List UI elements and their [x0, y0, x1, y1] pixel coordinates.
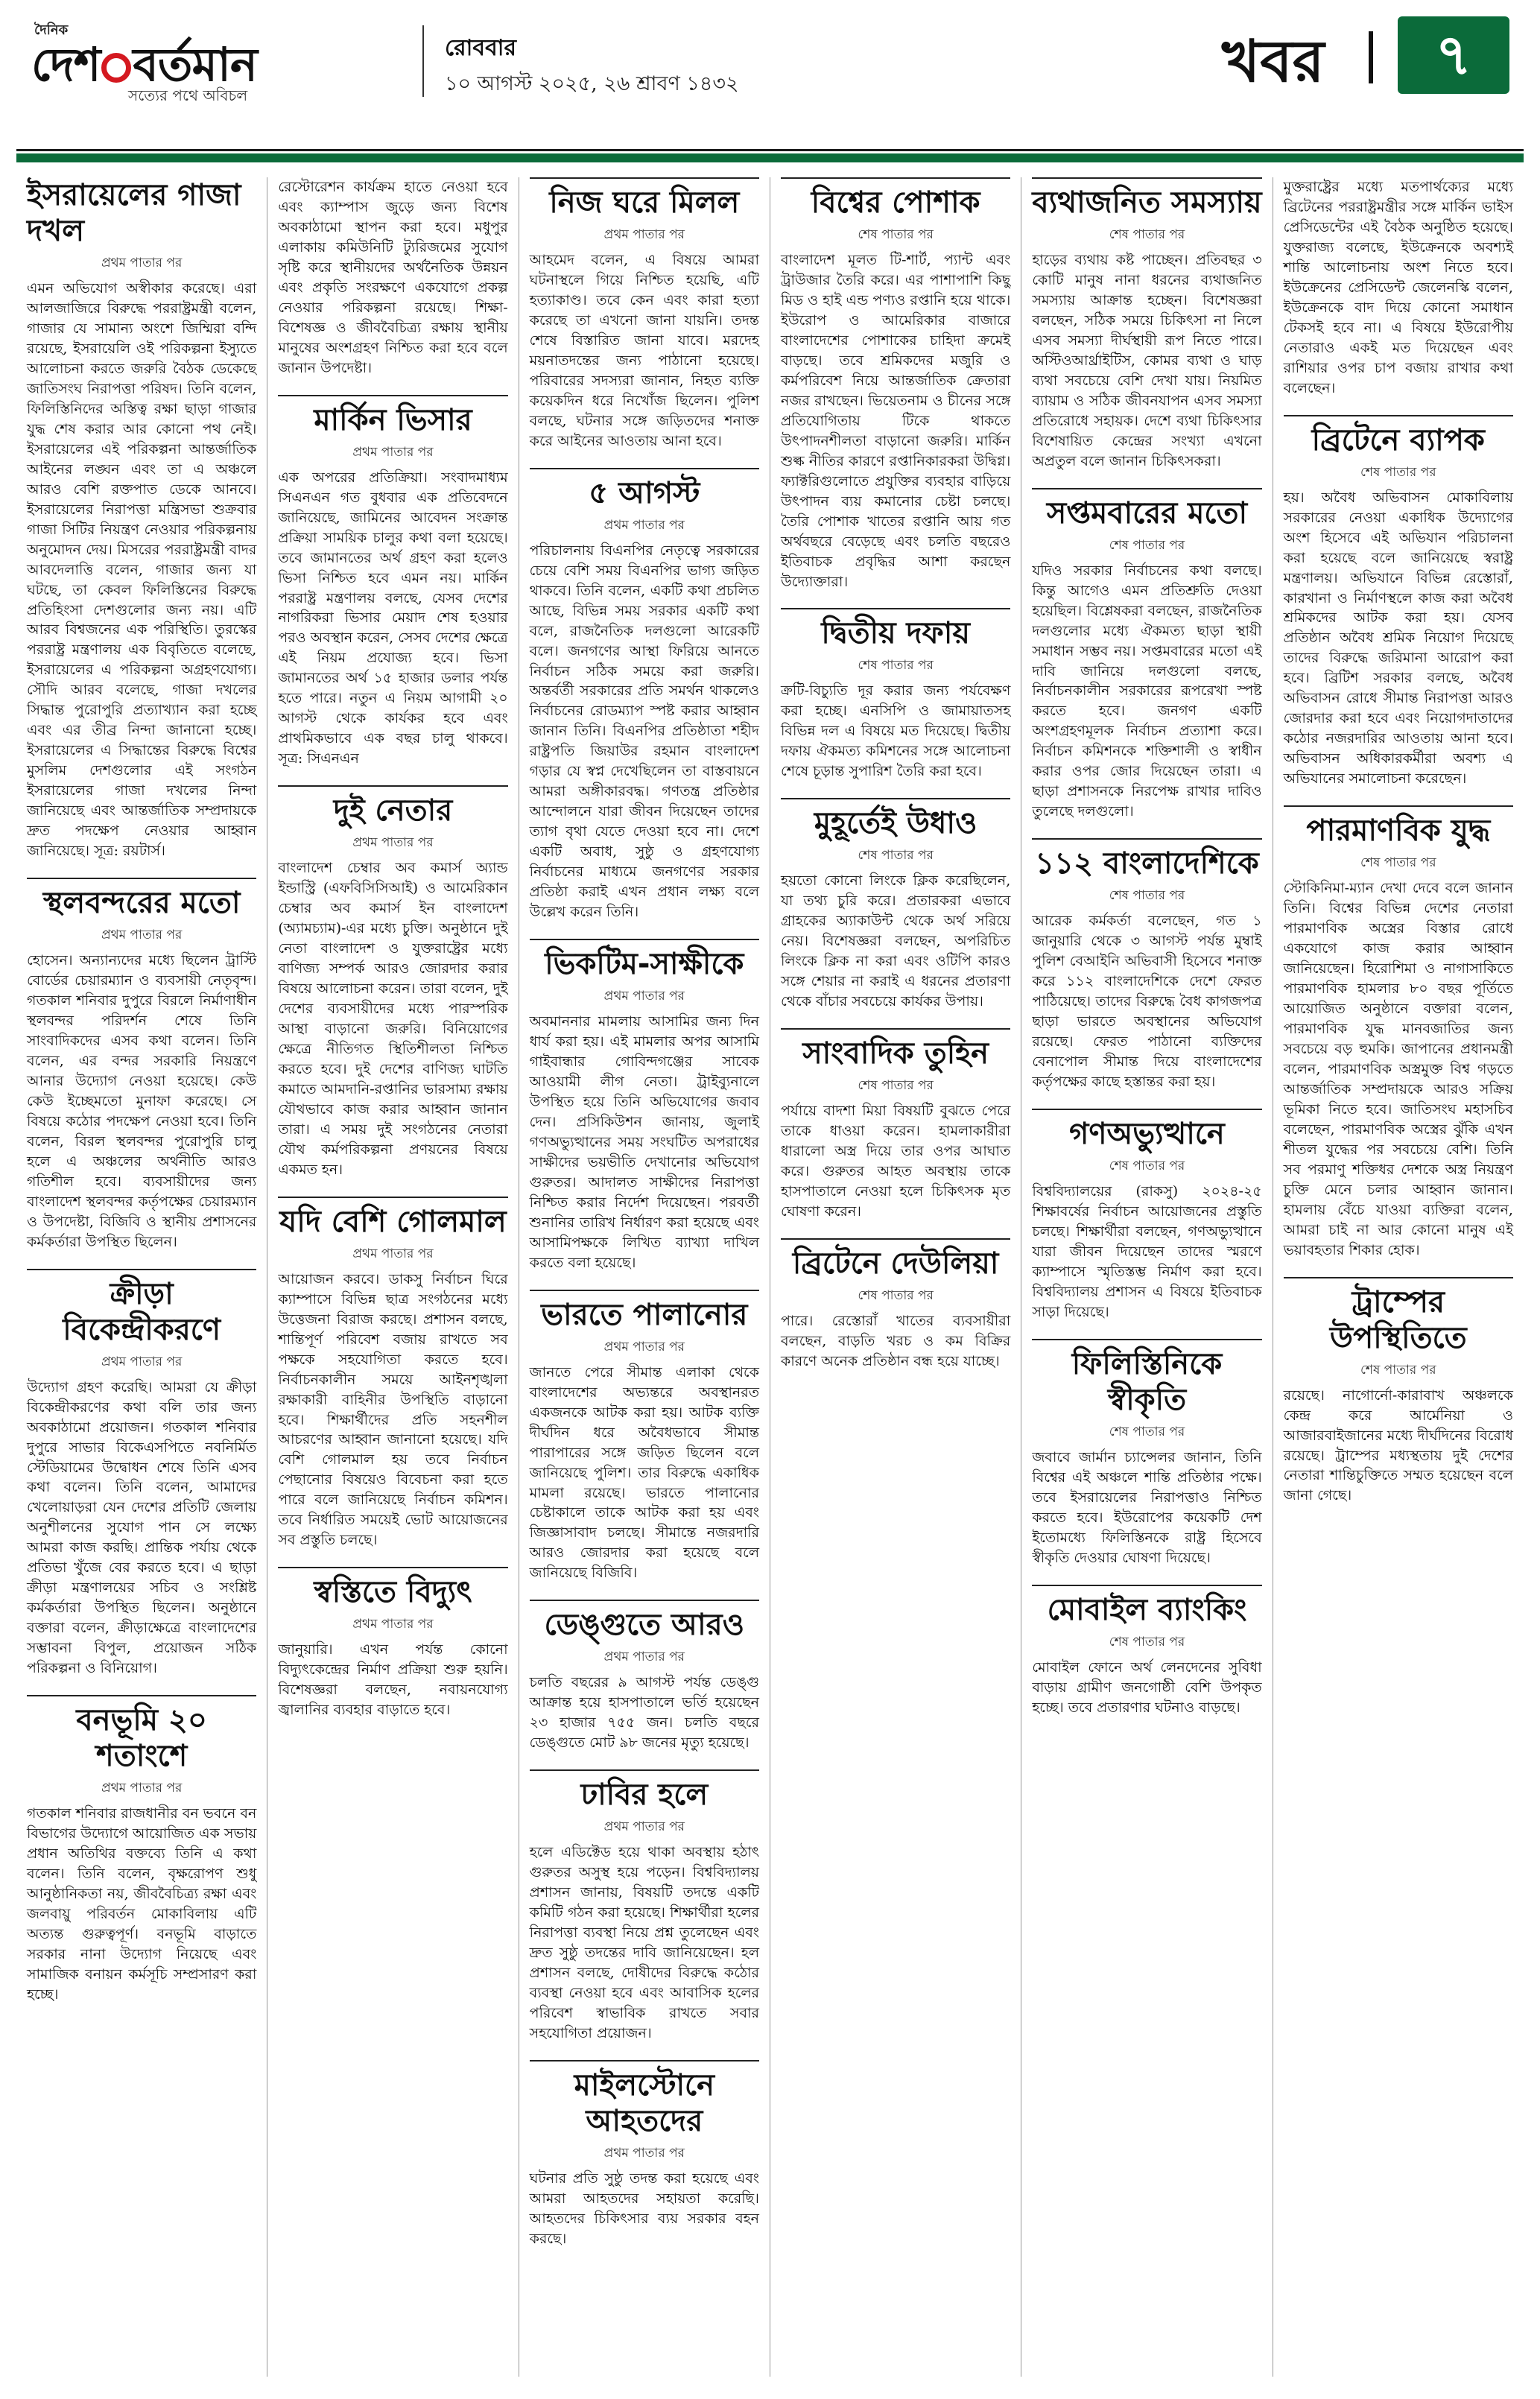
headline: মাইলস্টোনে আহতদের: [574, 2067, 714, 2138]
article-restoration: [278, 177, 507, 378]
headline: যদি বেশি গোলমাল: [279, 1204, 507, 1239]
article-body: রেস্টোরেশন কার্যক্রম হাতে নেওয়া হবে এবং ক্যাম্পাস জুড়ে জন্য বিশেষ অবকাঠামো স্থাপন করা হবে। মধুপুর এলাকায় কমিউনিটি ট্যুরিজমের সুযোগ সৃষ্টি করে স্থানীয়দের অর্থনৈতিক উন্নয়ন এবং প্রকৃতি সংরক্ষণে একযোগে প্রকল্প নেওয়ার পরিকল্পনা রয়েছে। শিক্ষা-বিশেষজ্ঞ ও জীববৈচিত্র্য রক্ষায় স্থানীয় মানুষের অংশগ্রহণ নিশ্চিত করা হবে বলে জানান উপদেষ্টা।: [278, 179, 508, 376]
continued-label: শেষ পাতার পর: [1109, 1424, 1185, 1439]
headline: মার্কিন ভিসার: [314, 402, 472, 437]
headline: স্বস্তিতে বিদ্যুৎ: [314, 1575, 472, 1610]
headline: নিজ ঘরে মিলল: [549, 186, 740, 220]
article-monthly-news: [1284, 177, 1513, 399]
continued-label: শেষ পাতার পর: [858, 658, 934, 674]
article-philistinike: [1032, 1339, 1261, 1568]
headline: দ্বিতীয় দফায়: [821, 616, 970, 651]
article-dui-netar: [278, 785, 507, 1180]
continued-label: প্রথম পাতার পর: [603, 1649, 685, 1665]
continued-label: প্রথম পাতার পর: [352, 1246, 434, 1261]
headline: বনভূমি ২০ শতাংশে: [76, 1703, 207, 1774]
continued-label: শেষ পাতার পর: [1109, 1634, 1185, 1649]
article-body: আরেক কর্মকর্তা বলেছেন, গত ১ জানুয়ারি থেকে ৩ আগস্ট পর্যন্ত মুম্বাই পুলিশ বেআইনি অভিবাসী হিসেবে শনাক্ত করে ১১২ বাংলাদেশিকে দেশে ফেরত পাঠিয়েছে। তাদের বিরুদ্ধে বৈধ কাগজপত্র ছাড়া ভারতে অবস্থানের অভিযোগ রয়েছে। ফেরত পাঠানো ব্যক্তিদের বেনাপোল সীমান্ত দিয়ে বাংলাদেশের কর্তৃপক্ষের কাছে হস্তান্তর করা হয়।: [1032, 913, 1262, 1090]
headline: ইসরায়েলের গাজা দখল: [27, 178, 241, 248]
green-rule: [16, 153, 1524, 162]
article-sthalbandar: [27, 878, 256, 1252]
column-5: [1021, 177, 1273, 2377]
article-britene-dewliya: [781, 1238, 1010, 1372]
headline: সাংবাদিক তুহিন: [802, 1036, 989, 1071]
article-milestone: [530, 2060, 759, 2249]
article-body: জানুয়ারি। এখন পর্যন্ত কোনো বিদ্যুৎকেন্দ্রের নির্মাণ প্রক্রিয়া শুরু হয়নি। বিশেষজ্ঞরা বলছেন, নবায়নযোগ্য জ্বালানির ব্যবহার বাড়াতে হবে।: [278, 1641, 508, 1719]
continued-label: প্রথম পাতার পর: [603, 2145, 685, 2161]
article-mobile-bank: [1032, 1585, 1261, 1718]
article-banabhumi: [27, 1695, 256, 2005]
newspaper-logo: [31, 19, 300, 104]
article-saptambar: [1032, 488, 1261, 823]
headline: বিশ্বের পোশাক: [811, 186, 980, 220]
article-body: বাংলাদেশ চেম্বার অব কমার্স অ্যান্ড ইন্ডাস্ট্রি (এফবিসিসিআই) ও আমেরিকান চেম্বার অব কমার্স ইন বাংলাদেশ (অ্যামচ্যাম)-এর মধ্যে চুক্তি। অনুষ্ঠানে দুই নেতা বাংলাদেশ ও যুক্তরাষ্ট্রের মধ্যে বাণিজ্য সম্পর্ক আরও জোরদার করার বিষয়ে আলোচনা করেন। তারা বলেন, দুই দেশের ব্যবসায়ীদের মধ্যে পারস্পরিক আস্থা বাড়ানো জরুরি। বিনিয়োগের ক্ষেত্রে নীতিগত স্থিতিশীলতা নিশ্চিত করতে হবে। দুই দেশের বাণিজ্য ঘাটতি কমাতে আমদানি-রপ্তানির ভারসাম্য রক্ষায় যৌথভাবে কাজ করার আহ্বান জানান তারা। এ সময় দুই সংগঠনের নেতারা যৌথ কর্মপরিকল্পনা প্রণয়নের বিষয়ে একমত হন।: [278, 860, 508, 1178]
article-body: হাড়ের ব্যথায় কষ্ট পাচ্ছেন। প্রতিবছর ৩ কোটি মানুষ নানা ধরনের ব্যথাজনিত সমস্যায় আক্রান্ত হচ্ছেন। বিশেষজ্ঞরা বলছেন, সঠিক সময়ে চিকিৎসা না নিলে এসব সমস্যা দীর্ঘস্থায়ী রূপ নিতে পারে। অস্টিওআর্থ্রাইটিস, কোমর ব্যথা ও ঘাড় ব্যথা সবচেয়ে বেশি দেখা যায়। নিয়মিত ব্যায়াম ও সঠিক জীবনযাপন এসব সমস্যা প্রতিরোধে সহায়ক। দেশে ব্যথা চিকিৎসার বিশেষায়িত কেন্দ্রের সংখ্যা এখনো অপ্রতুল বলে জানান চিকিৎসকরা।: [1032, 252, 1262, 469]
continued-label: প্রথম পাতার পর: [603, 227, 685, 242]
continued-label: প্রথম পাতার পর: [352, 1617, 434, 1632]
article-body: চলতি বছরের ৯ আগস্ট পর্যন্ত ডেঙ্গু আক্রান্ত হয়ে হাসপাতালে ভর্তি হয়েছেন ২৩ হাজার ৭৫৫ জন। চলতি বছরে ডেঙ্গুতে মোট ৯৮ জনের মৃত্যু হয়েছে।: [529, 1674, 759, 1752]
continued-label: শেষ পাতার পর: [858, 1287, 934, 1303]
continued-label: প্রথম পাতার পর: [603, 989, 685, 1004]
continued-label: শেষ পাতার পর: [1360, 464, 1436, 480]
article-byathajonito: [1032, 177, 1261, 472]
headline: স্থলবন্দরের মতো: [42, 886, 241, 921]
article-body: স্টোকিনিমা-ম্যান দেখা দেবে বলে জানান তিনি। বিশ্বের বিভিন্ন দেশের নেতারা পারমাণবিক অস্ত্রের বিস্তার রোধে একযোগে কাজ করার আহ্বান জানিয়েছেন। হিরোশিমা ও নাগাসাকিতে পারমাণবিক হামলার ৮০ বছর পূর্তিতে আয়োজিত অনুষ্ঠানে বক্তারা বলেন, পারমাণবিক যুদ্ধ মানবজাতির জন্য সবচেয়ে বড় হুমকি। জাপানের প্রধানমন্ত্রী বলেন, পারমাণবিক অস্ত্রমুক্ত বিশ্ব গড়তে আন্তর্জাতিক সম্প্রদায়কে আরও সক্রিয় ভূমিকা নিতে হবে। জাতিসংঘ মহাসচিব বলেছেন, পারমাণবিক অস্ত্রের ঝুঁকি এখন শীতল যুদ্ধের পর সবচেয়ে বেশি। তিনি সব পরমাণু শক্তিধর দেশকে অস্ত্র নিয়ন্ত্রণ চুক্তি মেনে চলার আহ্বান জানান। হামলায় বেঁচে যাওয়া ব্যক্তিরা বলেন, আমরা চাই না আর কোনো মানুষ এই ভয়াবহতার শিকার হোক।: [1283, 880, 1513, 1258]
article-dengue: [530, 1600, 759, 1753]
article-body: এক অপরের প্রতিক্রিয়া। সংবাদমাধ্যম সিএনএন গত বুধবার এক প্রতিবেদনে জানিয়েছে, জামিনের আবেদন সংক্রান্ত প্রক্রিয়া সাময়িক চালুর কথা বলা হয়েছে। তবে জামানতের অর্থ গ্রহণ করা হলেও ভিসা নিশ্চিত হবে এমন নয়। মার্কিন পররাষ্ট্র মন্ত্রণালয় বলছে, যেসব দেশের নাগরিকরা ভিসার মেয়াদ শেষ হওয়ার পরও অবস্থান করেন, সেসব দেশের ক্ষেত্রে এই নিয়ম প্রযোজ্য হবে। ভিসা জামানতের অর্থ ১৫ হাজার ডলার পর্যন্ত হতে পারে। নতুন এ নিয়ম আগামী ২০ আগস্ট থেকে কার্যকর হবে এবং প্রাথমিকভাবে এক বছর চালু থাকবে। সূত্র: সিএনএন: [278, 469, 508, 767]
column-1: [16, 177, 267, 2377]
section-title: খবর: [1222, 28, 1325, 95]
article-dhakar: [530, 1769, 759, 2044]
article-body: গতকাল শনিবার রাজধানীর বন ভবনে বন বিভাগের উদ্যোগে আয়োজিত এক সভায় প্রধান অতিথির বক্তব্যে তিনি এ কথা বলেন। তিনি বলেন, বৃক্ষরোপণ শুধু আনুষ্ঠানিকতা নয়, জীববৈচিত্র্য রক্ষা এবং জলবায়ু পরিবর্তন মোকাবিলায় এটি অত্যন্ত গুরুত্বপূর্ণ। বনভূমি বাড়াতে সরকার নানা উদ্যোগ নিয়েছে এবং সামাজিক বনায়ন কর্মসূচি সম্প্রসারণ করা হচ্ছে।: [27, 1805, 257, 2003]
article-body: উদ্যোগ গ্রহণ করেছি। আমরা যে ক্রীড়া বিকেন্দ্রীকরণের কথা বলি তার জন্য অবকাঠামো প্রয়োজন। গতকাল শনিবার দুপুরে সাভার বিকেএসপিতে নবনির্মিত স্টেডিয়ামের উদ্বোধন শেষে তিনি এসব কথা বলেন। তিনি বলেন, আমাদের খেলোয়াড়রা যেন দেশের প্রতিটি জেলায় অনুশীলনের সুযোগ পান সে লক্ষ্যে আমরা কাজ করছি। প্রান্তিক পর্যায় থেকে প্রতিভা খুঁজে বের করতে হবে। এ ছাড়া ক্রীড়া মন্ত্রণালয়ের সচিব ও সংশ্লিষ্ট কর্মকর্তারা উপস্থিত ছিলেন। অনুষ্ঠানে বক্তারা বলেন, ক্রীড়াক্ষেত্রে বাংলাদেশের সম্ভাবনা বিপুল, প্রয়োজন সঠিক পরিকল্পনা ও বিনিয়োগ।: [27, 1378, 257, 1677]
article-body: মোবাইল ফোনে অর্থ লেনদেনের সুবিধা বাড়ায় গ্রামীণ জনগোষ্ঠী বেশি উপকৃত হচ্ছে। তবে প্রতারণার ঘটনাও বাড়ছে।: [1032, 1658, 1262, 1716]
article-panch-august: [530, 468, 759, 922]
article-sangbadik: [781, 1028, 1010, 1222]
brand-right: বর্তমান: [133, 37, 257, 92]
continued-label: প্রথম পাতার পর: [101, 256, 183, 270]
headline: ভারতে পালানোর: [541, 1297, 748, 1332]
headline: মোবাইল ব্যাংকিং: [1047, 1592, 1247, 1627]
issue-day: রোববার: [445, 35, 516, 61]
article-body: যদিও সরকার নির্বাচনের কথা বলছে। কিন্তু আগেও এমন প্রতিশ্রুতি দেওয়া হয়েছিল। বিশ্লেষকরা বলছেন, রাজনৈতিক দলগুলোর মধ্যে ঐকমত্য ছাড়া স্থায়ী সমাধান সম্ভব নয়। সপ্তমবারের মতো এই দাবি জানিয়ে দলগুলো বলছে, নির্বাচনকালীন সরকারের রূপরেখা স্পষ্ট করতে হবে। জনগণ একটি অংশগ্রহণমূলক নির্বাচন প্রত্যাশা করে। নির্বাচন কমিশনকে শক্তিশালী ও স্বাধীন করার ওপর জোর দিয়েছেন তারা। এ ছাড়া প্রশাসনকে নিরপেক্ষ রাখার দাবিও তুলেছে দলগুলো।: [1032, 562, 1262, 820]
headline: ডেঙ্গুতে আরও: [544, 1608, 745, 1643]
continued-label: শেষ পাতার পর: [1109, 1158, 1185, 1173]
continued-label: প্রথম পাতার পর: [603, 1819, 685, 1835]
continued-label: প্রথম পাতার পর: [101, 1354, 183, 1369]
article-body: বাংলাদেশ মূলত টি-শার্ট, প্যান্ট এবং ট্রাউজার তৈরি করে। এর পাশাপাশি কিছু মিড ও হাই এন্ড পণ্যও রপ্তানি হয়ে থাকে। ইউরোপ ও আমেরিকার বাজারে বাংলাদেশের পোশাকের চাহিদা ক্রমেই বাড়ছে। তবে শ্রমিকদের মজুরি ও কর্মপরিবেশ নিয়ে আন্তর্জাতিক ক্রেতারা নজর রাখছেন। ভিয়েতনাম ও চীনের সঙ্গে প্রতিযোগিতায় টিকে থাকতে উৎপাদনশীলতা বাড়ানো জরুরি। মার্কিন শুল্ক নীতির কারণে রপ্তানিকারকরা উদ্বিগ্ন। ফ্যাক্টরিগুলোতে প্রযুক্তির ব্যবহার বাড়িয়ে উৎপাদন ব্যয় কমানোর চেষ্টা চলছে। তৈরি পোশাক খাতের রপ্তানি আয় গত অর্থবছরে বেড়েছে এবং চলতি বছরেও ইতিবাচক প্রবৃদ্ধির আশা করছেন উদ্যোক্তারা।: [780, 252, 1011, 590]
article-krira: [27, 1269, 256, 1679]
article-body: রয়েছে। নাগোর্নো-কারাবাখ অঞ্চলকে কেন্দ্র করে আর্মেনিয়া ও আজারবাইজানের মধ্যে দীর্ঘদিনের বিরোধ রয়েছে। ট্রাম্পের মধ্যস্থতায় দুই দেশের নেতারা শান্তিচুক্তিতে সম্মত হয়েছেন বলে জানা গেছে।: [1283, 1387, 1513, 1504]
article-body: ক্রটি-বিচ্যুতি দূর করার জন্য পর্যবেক্ষণ করা হচ্ছে। এনসিপি ও জামায়াতসহ বিভিন্ন দল এ বিষয়ে মত দিয়েছে। দ্বিতীয় দফায় ঐকমত্য কমিশনের সঙ্গে আলোচনা শেষে চূড়ান্ত সুপারিশ তৈরি করা হবে।: [780, 682, 1011, 780]
continued-label: প্রথম পাতার পর: [352, 835, 434, 851]
article-body: জবাবে জার্মান চ্যান্সেলর জানান, তিনি বিশ্বের এই অঞ্চলে শান্তি প্রতিষ্ঠার পক্ষে। তবে ইসরায়েলের নিরাপত্তাও নিশ্চিত করতে হবে। ইউরোপের কয়েকটি দেশ ইতোমধ্যে ফিলিস্তিনকে রাষ্ট্র হিসেবে স্বীকৃতি দেওয়ার ঘোষণা দিয়েছে।: [1032, 1448, 1262, 1566]
article-body: বিশ্ববিদ্যালয়ের (রাকসু) ২০২৪-২৫ শিক্ষাবর্ষের নির্বাচন আয়োজনের প্রস্তুতি চলছে। শিক্ষার্থীরা বলছেন, গণঅভ্যুত্থানে যারা জীবন দিয়েছেন তাদের স্মরণে ক্যাম্পাসে স্মৃতিস্তম্ভ নির্মাণ করা হবে। বিশ্ববিদ্যালয় প্রশাসন এ বিষয়ে ইতিবাচক সাড়া দিয়েছে।: [1032, 1182, 1262, 1320]
headline: ব্রিটেনে দেউলিয়া: [792, 1246, 999, 1281]
masthead: [16, 0, 1524, 151]
article-golmal: [278, 1197, 507, 1551]
page-number-badge: ৭: [1398, 16, 1509, 94]
article-paramanobik: [1284, 805, 1513, 1260]
continued-label: শেষ পাতার পর: [1109, 888, 1185, 904]
continued-label: প্রথম পাতার পর: [603, 517, 685, 533]
masthead-divider: [422, 25, 424, 97]
article-victim: [530, 939, 759, 1273]
headline: ফিলিস্তিনিকে স্বীকৃতি: [1071, 1346, 1223, 1417]
article-body: হয়। অবৈধ অভিবাসন মোকাবিলায় সরকারের নেওয়া একাধিক উদ্যোগের অংশ হিসেবে এই অভিযান পরিচালনা করা হয়েছে বলে জানিয়েছে স্বরাষ্ট্র মন্ত্রণালয়। অভিযানে বিভিন্ন রেস্তোরাঁ, কারখানা ও নির্মাণস্থলে কাজ করা অবৈধ শ্রমিকদের আটক করা হয়। যেসব প্রতিষ্ঠান অবৈধ শ্রমিক নিয়োগ দিয়েছে তাদের বিরুদ্ধে জরিমানা আরোপ করা হবে। ব্রিটিশ সরকার বলছে, অবৈধ অভিবাসন রোধে সীমান্ত নিরাপত্তা আরও জোরদার করা হবে এবং নিয়োগদাতাদের কঠোর নজরদারির আওতায় আনা হবে। অভিবাসন অধিকারকর্মীরা অবশ্য এ অভিযানের সমালোচনা করেছেন।: [1283, 489, 1513, 787]
continued-label: শেষ পাতার পর: [1360, 1362, 1436, 1378]
article-muhurtei: [781, 798, 1010, 1012]
article-columns: [16, 177, 1524, 2377]
article-ganaabhyutthan: [1032, 1109, 1261, 1322]
column-4: [770, 177, 1021, 2377]
headline: ব্যথাজনিত সমস্যায়: [1032, 186, 1262, 220]
headline: মুহূর্তেই উধাও: [814, 806, 977, 841]
column-2: [267, 177, 519, 2377]
continued-label: শেষ পাতার পর: [858, 1078, 934, 1094]
continued-label: প্রথম পাতার পর: [101, 1781, 183, 1796]
article-trump: [1284, 1277, 1513, 1506]
article-body: হোসেন। অন্যান্যদের মধ্যে ছিলেন ট্রাস্টি বোর্ডের চেয়ারম্যান ও ব্যবসায়ী নেতৃবৃন্দ। গতকাল শনিবার দুপুরে বিরলে নির্মাণাধীন স্থলবন্দর পরিদর্শন শেষে তিনি সাংবাদিকদের এসব কথা বলেন। তিনি বলেন, এর বন্দর সরকারি নিয়ন্ত্রণে আনার উদ্যোগ নেওয়া হয়েছে। কেউ কেউ ইচ্ছেমতো মুনাফা করেছে। সে বিষয়ে কঠোর পদক্ষেপ নেওয়া হবে। তিনি বলেন, বিরল স্থলবন্দর পুরোপুরি চালু হলে এ অঞ্চলের অর্থনীতি আরও গতিশীল হবে। ব্যবসায়ীদের জন্য বাংলাদেশ স্থলবন্দর কর্তৃপক্ষের চেয়ারম্যান ও উপদেষ্টা, বিজিবি ও স্থানীয় প্রশাসনের কর্মকর্তারা উপস্থিত ছিলেন।: [27, 952, 257, 1250]
article-body: অবমাননার মামলায় আসামির জন্য দিন ধার্য করা হয়। এই মামলার অপর আসামি গাইবান্ধার গোবিন্দগঞ্জের সাবেক আওয়ামী লীগ নেতা। ট্রাইব্যুনালে উপস্থিত হয়ে তিনি অভিযোগের জবাব দেন। প্রসিকিউশন জানায়, জুলাই গণঅভ্যুত্থানের সময় সংঘটিত অপরাধের সাক্ষীদের ভয়ভীতি দেখানোর অভিযোগ গুরুতর। আদালত সাক্ষীদের নিরাপত্তা নিশ্চিত করার নির্দেশ দিয়েছেন। পরবর্তী শুনানির তারিখ নির্ধারণ করা হয়েছে এবং আসামিপক্ষকে লিখিত ব্যাখ্যা দাখিল করতে বলা হয়েছে।: [529, 1013, 759, 1271]
continued-label: শেষ পাতার পর: [1109, 537, 1185, 553]
article-ditiyo: [781, 608, 1010, 782]
headline: পারমাণবিক যুদ্ধ: [1306, 814, 1491, 849]
article-body: জানতে পেরে সীমান্ত এলাকা থেকে বাংলাদেশের অভ্যন্তরে অবস্থানরত একজনকে আটক করা হয়। আটক ব্যক্তি দীর্ঘদিন ধরে অবৈধভাবে সীমান্ত পারাপারের সঙ্গে জড়িত ছিলেন বলে জানিয়েছে পুলিশ। তার বিরুদ্ধে একাধিক মামলা রয়েছে। ভারতে পালানোর চেষ্টাকালে তাকে আটক করা হয় এবং জিজ্ঞাসাবাদ চলছে। সীমান্তে নজরদারি আরও জোরদার করা হয়েছে বলে জানিয়েছে বিজিবি।: [529, 1363, 759, 1582]
continued-label: প্রথম পাতার পর: [603, 1339, 685, 1354]
section-bars-icon: [1369, 31, 1384, 83]
continued-label: প্রথম পাতার পর: [352, 444, 434, 460]
article-nij-ghore: [530, 177, 759, 451]
headline: গণঅভ্যুত্থানে: [1069, 1116, 1225, 1151]
article-body: ঘটনার প্রতি সুষ্ঠু তদন্ত করা হয়েছে এবং আমরা আহতদের সহায়তা করেছি। আহতদের চিকিৎসার ব্যয় সরকার বহন করছে।: [529, 2170, 759, 2247]
column-6: [1273, 177, 1524, 2377]
continued-label: শেষ পাতার পর: [858, 227, 934, 242]
article-gaza: [27, 177, 256, 861]
article-body: হয়তো কোনো লিংকে ক্লিক করেছিলেন, যা তথ্য চুরি করে। প্রতারকরা এভাবে গ্রাহকের অ্যাকাউন্ট থেকে অর্থ সরিয়ে নেয়। বিশেষজ্ঞরা বলছেন, অপরিচিত লিংকে ক্লিক না করা এবং ওটিপি কারও সঙ্গে শেয়ার না করাই এ ধরনের প্রতারণা থেকে বাঁচার সবচেয়ে কার্যকর উপায়।: [780, 872, 1011, 1010]
continued-label: শেষ পাতার পর: [1109, 227, 1185, 242]
article-body: এমন অভিযোগ অস্বীকার করেছে। এরা আলজাজিরে বিরুদ্ধে পররাষ্ট্রমন্ত্রী বলেন, গাজার যে সামান্য অংশে জিম্মিরা বন্দি রয়েছে, ইসরায়েলি ওই পরিকল্পনা ইস্যুতে আলোচনা করতে জরুরি বৈঠক ডেকেছে জাতিসংঘ নিরাপত্তা পরিষদ। তিনি বলেন, ফিলিস্তিনিদের অস্তিত্ব রক্ষা ছাড়া গাজার যুদ্ধ শেষ করার আর কোনো পথ নেই। ইসরায়েলের এই পরিকল্পনা আন্তর্জাতিক আইনের লঙ্ঘন এবং তা এ অঞ্চলে আরও বেশি রক্তপাত ডেকে আনবে। ইসরায়েলের নিরাপত্তা মন্ত্রিসভা শুক্রবার গাজা সিটির নিয়ন্ত্রণ নেওয়ার পরিকল্পনায় অনুমোদন দেয়। মিসরের পররাষ্ট্রমন্ত্রী বাদর আবদেলাত্তি বলেন, গাজার জন্য যা ঘটছে, তা কেবল ফিলিস্তিনের বিরুদ্ধে প্রতিহিংসা দেশগুলোর জন্য নয়। এটি আরব বিশ্বজনের এক পরিস্থিতি। তুরস্কের পররাষ্ট্র মন্ত্রণালয় এক বিবৃতিতে বলেছে, ইসরায়েলের এ পরিকল্পনা অগ্রহণযোগ্য। সৌদি আরব বলেছে, গাজা দখলের সিদ্ধান্ত পুরোপুরি প্রত্যাখ্যান করা হচ্ছে এবং এর তীব্র নিন্দা জানানো হচ্ছে। ইসরায়েলের এ সিদ্ধান্তের বিরুদ্ধে বিশ্বের মুসলিম দেশগুলোর এই সংগঠন ইসরায়েলের গাজা দখলের নিন্দা জানিয়েছে এবং আন্তর্জাতিক সম্প্রদায়কে দ্রুত পদক্ষেপ নেওয়ার আহ্বান জানিয়েছে। সূত্র: রয়টার্স।: [27, 280, 257, 860]
continued-label: শেষ পাতার পর: [1360, 855, 1436, 871]
article-body: মুক্তরাষ্ট্রের মধ্যে মতপার্থক্যের মধ্যে ব্রিটেনের পররাষ্ট্রমন্ত্রীর সঙ্গে মার্কিন ভাইস প্রেসিডেন্টের এই বৈঠক অনুষ্ঠিত হয়েছে। যুক্তরাজ্য বলেছে, ইউক্রেনকে অবশ্যই শান্তি আলোচনায় অংশ নিতে হবে। ইউক্রেনের প্রেসিডেন্ট জেলেনস্কি বলেন, ইউক্রেনকে বাদ দিয়ে কোনো সমাধান টেকসই হবে না। এ বিষয়ে ইউরোপীয় নেতারাও একই মত দিয়েছেন এবং রাশিয়ার ওপর চাপ বজায় রাখার কথা বলেছেন।: [1283, 179, 1513, 396]
issue-date: ১০ আগস্ট ২০২৫, ২৬ শ্রাবণ ১৪৩২: [445, 72, 739, 95]
continued-label: শেষ পাতার পর: [858, 848, 934, 863]
headline: ৫ আগস্ট: [589, 475, 700, 510]
article-britene-byapak: [1284, 415, 1513, 790]
article-body: পারে। রেস্তোরাঁ খাতের ব্যবসায়ীরা বলছেন, বাড়তি খরচ ও কম বিক্রির কারণে অনেক প্রতিষ্ঠান বন্ধ হয়ে যাচ্ছে।: [780, 1312, 1011, 1369]
article-biswer-poshak: [781, 177, 1010, 592]
article-bharote: [530, 1290, 759, 1584]
article-body: আহমেদ বলেন, এ বিষয়ে আমরা ঘটনাস্থলে গিয়ে নিশ্চিত হয়েছি, এটি হত্যাকাণ্ড। তবে কেন এবং কারা হত্যা করেছে তা এখনো জানা যায়নি। তদন্ত শেষে বিস্তারিত জানা যাবে। মরদেহ ময়নাতদন্তের জন্য পাঠানো হয়েছে। পরিবারের সদস্যরা জানান, নিহত ব্যক্তি কয়েকদিন ধরে নিখোঁজ ছিলেন। পুলিশ বলছে, ঘটনার সঙ্গে জড়িতদের শনাক্ত করে আইনের আওতায় আনা হবে।: [529, 252, 759, 449]
continued-label: প্রথম পাতার পর: [101, 928, 183, 943]
headline: ব্রিটেনে ব্যাপক: [1311, 422, 1485, 457]
headline: ক্রীড়া বিকেন্দ্রীকরণে: [63, 1276, 221, 1347]
article-body: আয়োজন করবে। ডাকসু নির্বাচন ঘিরে ক্যাম্পাসে বিভিন্ন ছাত্র সংগঠনের মধ্যে উত্তেজনা বিরাজ করছে। প্রশাসন বলছে, শান্তিপূর্ণ পরিবেশ বজায় রাখতে সব পক্ষকে সহযোগিতা করতে হবে। নির্বাচনকালীন সময়ে আইনশৃঙ্খলা রক্ষাকারী বাহিনীর উপস্থিতি বাড়ানো হবে। শিক্ষার্থীদের প্রতি সহনশীল আচরণের আহ্বান জানানো হয়েছে। যদি বেশি গোলমাল হয় তবে নির্বাচন পেছানোর বিষয়েও বিবেচনা করা হতে পারে বলে জানিয়েছে নির্বাচন কমিশন। তবে নির্ধারিত সময়েই ভোট আয়োজনের সব প্রস্তুতি চলছে।: [278, 1270, 508, 1549]
headline: ১১২ বাংলাদেশিকে: [1035, 846, 1259, 881]
article-body: পর্যায়ে বাদশা মিয়া বিষয়টি বুঝতে পেরে তাকে ধাওয়া করেন। হামলাকারীরা ধারালো অস্ত্র দিয়ে তার ওপর আঘাত করে। গুরুতর আহত অবস্থায় তাকে হাসপাতালে নেওয়া হলে চিকিৎসক মৃত ঘোষণা করেন।: [780, 1103, 1011, 1220]
headline: ট্রাম্পের উপস্থিতিতে: [1329, 1284, 1467, 1355]
headline: ভিকটিম-সাক্ষীকে: [545, 947, 744, 982]
article-swastite: [278, 1567, 507, 1720]
brand-ring-icon: [101, 53, 131, 83]
article-body: পরিচালনায় বিএনপির নেতৃত্বে সরকারের চেয়ে বেশি সময় বিএনপির ভাগ্য জড়িত থাকবে। তিনি বলেন, একটি কথা প্রচলিত আছে, বিভিন্ন সময় সরকার একটি কথা বলে, রাজনৈতিক দলগুলো আরেকটি বলে। জনগণের আস্থা ফিরিয়ে আনতে নির্বাচন সঠিক সময়ে করা জরুরি। অন্তর্বর্তী সরকারের প্রতি সমর্থন থাকলেও নির্বাচনের রোডম্যাপ স্পষ্ট করার আহ্বান জানান তিনি। বিএনপির প্রতিষ্ঠাতা শহীদ রাষ্ট্রপতি জিয়াউর রহমান বাংলাদেশ গড়ার যে স্বপ্ন দেখেছিলেন তা বাস্তবায়নে আমরা অঙ্গীকারবদ্ধ। গণতন্ত্র প্রতিষ্ঠার আন্দোলনে যারা জীবন দিয়েছেন তাদের ত্যাগ বৃথা যেতে দেওয়া হবে না। দেশে একটি অবাধ, সুষ্ঠু ও গ্রহণযোগ্য নির্বাচনের মাধ্যমে জনগণের সরকার প্রতিষ্ঠা করাই এখন প্রধান লক্ষ্য বলে উল্লেখ করেন তিনি।: [529, 542, 759, 921]
headline: দুই নেতার: [333, 793, 453, 828]
brand-left: দেশ: [31, 37, 101, 92]
article-markin: [278, 395, 507, 770]
daily-label: দৈনিক: [34, 22, 69, 38]
column-3: [519, 177, 770, 2377]
headline: সপ্তমবারের মতো: [1046, 495, 1248, 530]
tagline: সত্যের পথে অবিচল: [128, 86, 248, 104]
article-body: হলে এডিক্টেড হয়ে থাকা অবস্থায় হঠাৎ গুরুতর অসুস্থ হয়ে পড়েন। বিশ্ববিদ্যালয় প্রশাসন জানায়, বিষয়টি তদন্তে একটি কমিটি গঠন করা হয়েছে। শিক্ষার্থীরা হলের নিরাপত্তা ব্যবস্থা নিয়ে প্রশ্ন তুলেছেন এবং দ্রুত সুষ্ঠু তদন্তের দাবি জানিয়েছেন। হল প্রশাসন বলছে, দোষীদের বিরুদ্ধে কঠোর ব্যবস্থা নেওয়া হবে এবং আবাসিক হলের পরিবেশ স্বাভাবিক রাখতে সবার সহযোগিতা প্রয়োজন।: [529, 1844, 759, 2041]
headline: ঢাবির হলে: [580, 1778, 709, 1813]
article-bangladeshike: [1032, 838, 1261, 1092]
